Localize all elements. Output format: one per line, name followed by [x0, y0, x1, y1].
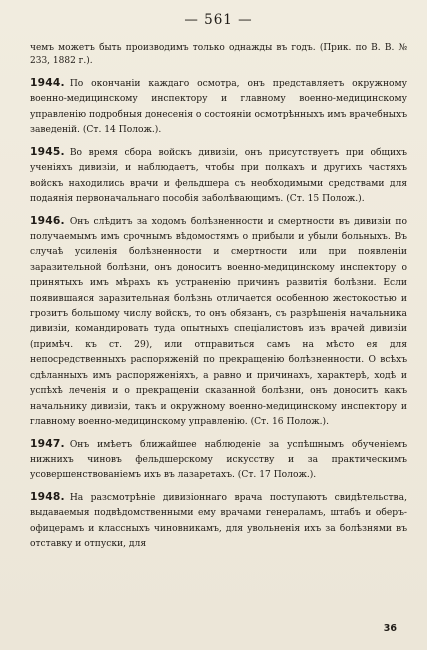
- paragraph-number: 1946.: [30, 213, 65, 227]
- paragraph-text: Во время сбора войскъ дивизіи, онъ присутствуетъ при общихъ ученіяхъ дивизіи, и наблюдаетъ, чтобы при полкахъ и другихъ частяхъ войскъ находились врачи и фельдшера съ необходимыми средствами для подаянія первоначальнаго пособія заболѣвающимъ. (Ст. 15 Полож.).: [30, 147, 407, 205]
- continued-text: чемъ можетъ быть производимъ только однажды въ годъ. (Прик. по В. В. № 233, 1882 г.).: [30, 43, 407, 66]
- sheet-number: 36: [383, 623, 397, 634]
- paragraph-text: Онъ слѣдитъ за ходомъ болѣзненности и смертности въ дивизіи по получаемымъ имъ срочнымъ вѣдомостямъ о прибыли и убыли больныхъ. Въ случаѣ усиленія болѣзненности и смертности или при появленіи заразительной болѣзни, онъ доноситъ военно-медицинскому инспектору о принятыхъ имъ мѣрахъ къ устраненію причинъ развитія болѣзни. Если появившаяся заразительная болѣзнь отличается особенною жестокостью и грозитъ большому числу войскъ, то онъ обязанъ, съ разрѣшенія начальника дивизіи, командировать туда опытныхъ спеціалистовъ изъ врачей дивизіи (примѣч. къ ст. 29), или отправиться самъ на мѣсто ея для непосредственныхъ распоряженій по прекращенію болѣзненности. О всѣхъ сдѣланныхъ имъ распоряженіяхъ, а равно и причинахъ, характерѣ, ходѣ и успѣхѣ леченія и о прекращеніи сказанной болѣзни, онъ доноситъ какъ начальнику дивизіи, такъ и окружному военно-медицинскому инспектору и главному военно-медицинскому управленію. (Ст. 16 Полож.).: [30, 216, 407, 427]
- paragraph-number: 1948.: [30, 489, 65, 503]
- paragraph-text: На разсмотрѣніе дивизіоннаго врача поступаютъ свидѣтельства, выдаваемыя подвѣдомственными ему врачами генераламъ, штабъ и оберъ-офицерамъ и классныхъ чиновникамъ, для увольненія ихъ за болѣзнями въ отставку и отпуски, для: [30, 492, 407, 550]
- paragraph-number: 1945.: [30, 144, 65, 158]
- paragraph-text: По окончаніи каждаго осмотра, онъ представляетъ окружному военно-медицинскому инспектору и главному военно-медицинскому управленію подробныя донесенія о состояніи осмотрѣнныхъ имъ врачебныхъ заведеній. (Ст. 14 Полож.).: [30, 79, 407, 136]
- paragraph-number: 1944.: [30, 76, 65, 89]
- paragraph-1947: [30, 436, 407, 484]
- paragraph-1948: [30, 489, 407, 553]
- page-number: — 561 —: [184, 12, 253, 28]
- paragraph-1945: [30, 144, 407, 208]
- paragraph-1946: [30, 213, 407, 431]
- paragraph-1944: [30, 75, 407, 139]
- paragraph-text: Онъ имѣетъ ближайшее наблюденіе за успѣшнымъ обученіемъ нижнихъ чиновъ фельдшерскому искусству и за практическимъ усовершенствованіемъ ихъ въ лазаретахъ. (Ст. 17 Полож.).: [30, 439, 407, 481]
- paragraph-number: 1947.: [30, 436, 65, 450]
